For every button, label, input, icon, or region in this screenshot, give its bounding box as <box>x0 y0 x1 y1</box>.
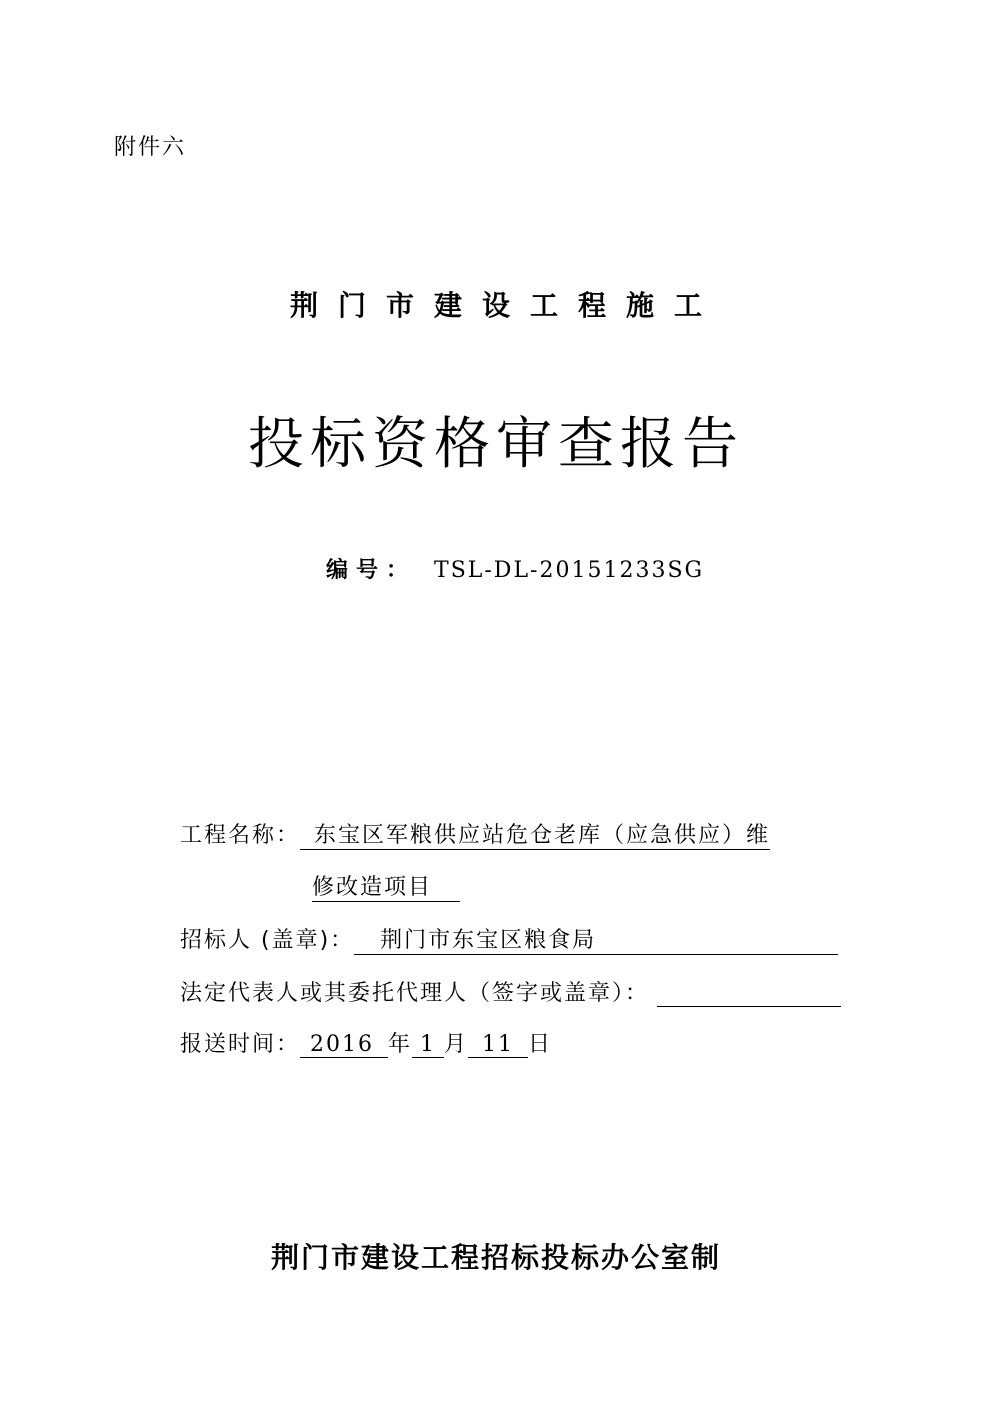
tenderer-value: 荆门市东宝区粮食局 <box>354 923 838 955</box>
legal-rep-label: 法定代表人或其委托代理人（签字或盖章）： <box>180 981 650 1006</box>
issuing-office: 荆门市建设工程招标投标办公室制 <box>270 1241 721 1274</box>
serial-number-label: 编号： <box>326 558 417 583</box>
serial-number-value: TSL-DL-20151233SG <box>434 558 705 583</box>
document-subtitle: 荆门市建设工程施工 <box>289 289 722 322</box>
tenderer-label: 招标人 (盖章)： <box>180 928 355 953</box>
submit-day: 11 <box>468 1032 528 1058</box>
submit-date-label: 报送时间： <box>180 1032 301 1057</box>
tenderer-row <box>180 923 838 955</box>
month-unit: 月 <box>444 1032 469 1057</box>
document-title: 投标资格审查报告 <box>248 412 744 477</box>
project-name-line1: 东宝区军粮供应站危仓老库（应急供应）维 <box>300 818 770 850</box>
submit-year: 2016 <box>300 1032 388 1058</box>
project-name-continuation <box>312 870 460 902</box>
project-name-line2: 修改造项目 <box>312 870 460 902</box>
attachment-label: 附件六 <box>114 135 187 160</box>
legal-rep-signature-line <box>657 984 841 1007</box>
project-name-row <box>180 818 770 850</box>
submit-date-row <box>180 1027 552 1058</box>
project-name-label: 工程名称： <box>180 823 301 848</box>
day-unit: 日 <box>528 1032 553 1057</box>
year-unit: 年 <box>388 1032 413 1057</box>
submit-month: 1 <box>412 1032 444 1058</box>
legal-rep-row <box>180 976 841 1007</box>
serial-number-row <box>326 553 704 584</box>
